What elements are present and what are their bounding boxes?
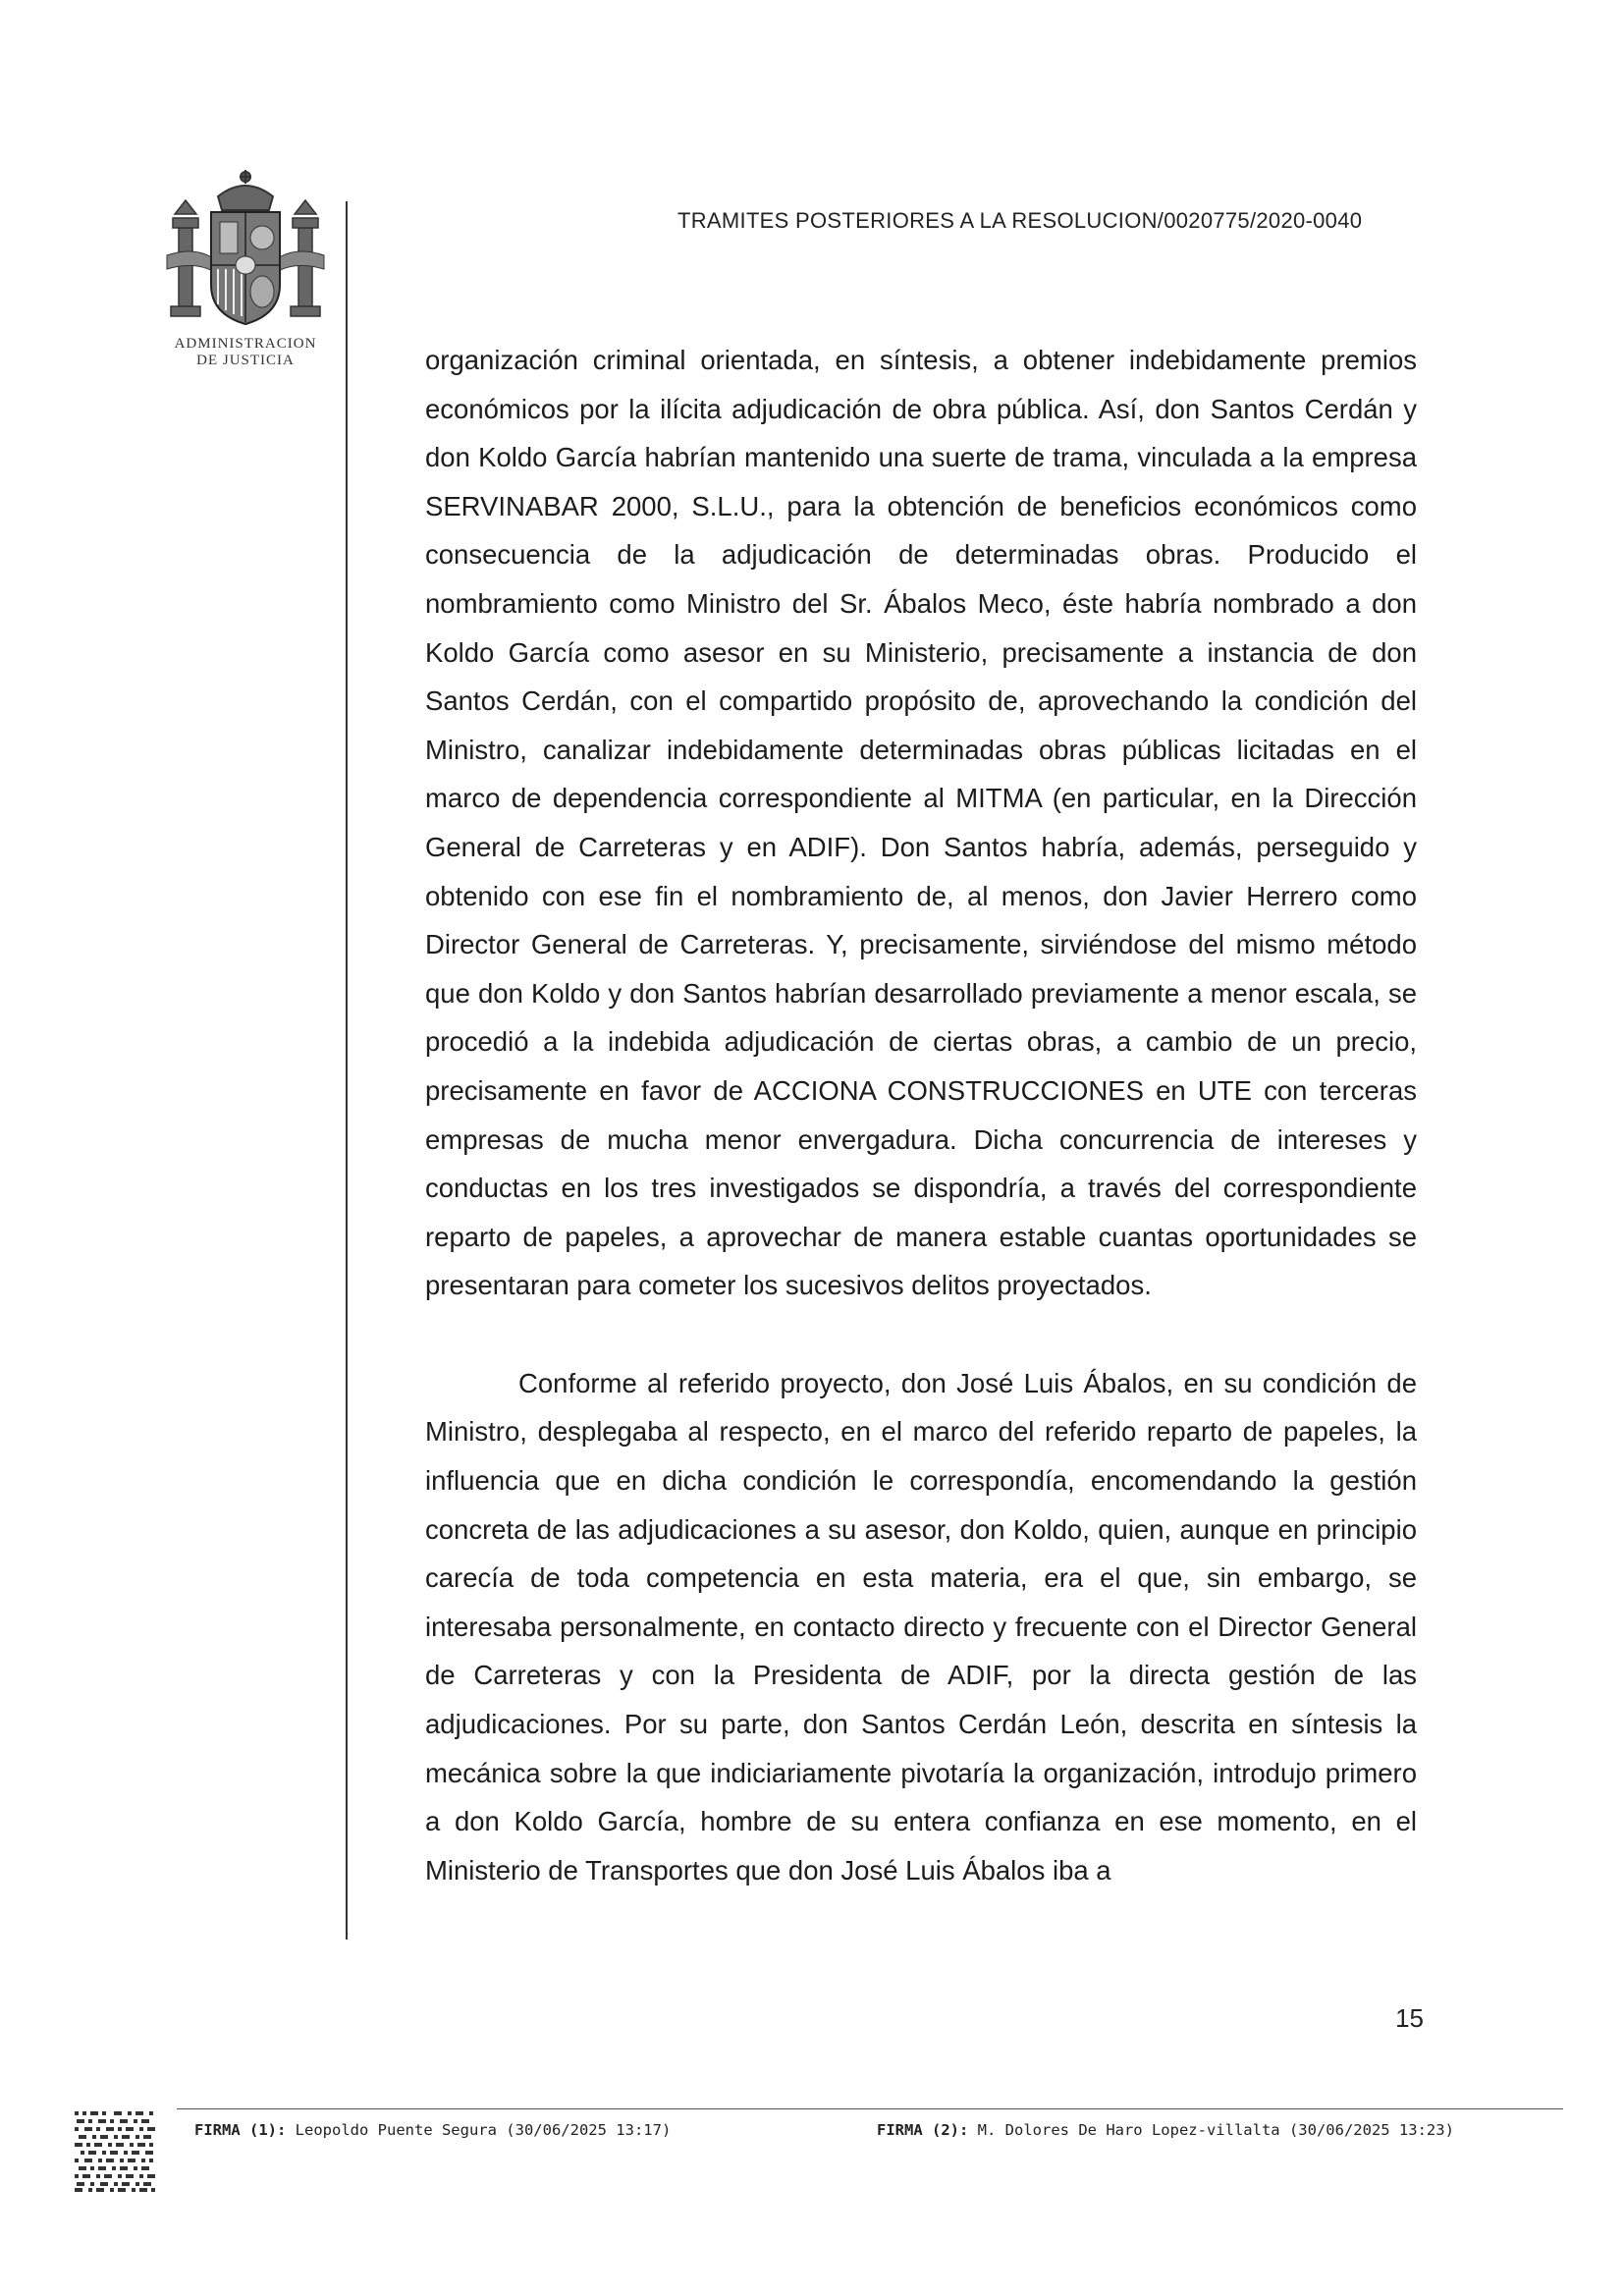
qr-code-icon (73, 2109, 157, 2194)
page-number: 15 (1395, 2003, 1424, 2033)
signature-2-value: M. Dolores De Haro Lopez-villalta (30/06/2025 13:23) (977, 2121, 1454, 2139)
document-reference: TRAMITES POSTERIORES A LA RESOLUCION/0020775/2020-0040 (677, 208, 1363, 233)
document-body (425, 336, 1417, 1894)
signature-1 (194, 2121, 671, 2139)
signature-1-value: Leopoldo Puente Segura (30/06/2025 13:17) (295, 2121, 672, 2139)
footer-divider (177, 2108, 1563, 2109)
coat-of-arms-icon (157, 167, 334, 334)
margin-rule (346, 201, 348, 1940)
signature-1-label: FIRMA (1): (194, 2121, 287, 2139)
coat-of-arms-logo (157, 167, 334, 378)
body-paragraph-2: Conforme al referido proyecto, don José Luis Ábalos, en su condición de Ministro, desplegaba al respecto, en el marco del referido reparto de papeles, la influencia que en dicha condición le correspondía, encomendando la gestión concreta de las adjudicaciones a su asesor, don Koldo, quien, aunque en principio carecía de toda competencia en esta materia, era el que, sin embargo, se interesaba personalmente, en contacto directo y frecuente con el Director General de Carreteras y con la Presidenta de ADIF, por la directa gestión de las adjudicaciones. Por su parte, don Santos Cerdán León, descrita en síntesis la mecánica sobre la que indiciariamente pivotaría la organización, introdujo primero a don Koldo García, hombre de su entera confianza en ese momento, en el Ministerio de Transportes que don José Luis Ábalos iba a (425, 1367, 1417, 1886)
logo-caption (157, 336, 334, 369)
signature-2 (877, 2121, 1454, 2139)
body-paragraph-1: organización criminal orientada, en síntesis, a obtener indebidamente premios económicos por la ilícita adjudicación de obra pública. Así, don Santos Cerdán y don Koldo García habrían mantenido una suerte de trama, vinculada a la empresa SERVINABAR 2000, S.L.U., para la obtención de beneficios económicos como consecuencia de la adjudicación de determinadas obras. Producido el nombramiento como Ministro del Sr. Ábalos Meco, éste habría nombrado a don Koldo García como asesor en su Ministerio, precisamente a instancia de don Santos Cerdán, con el compartido propósito de, aprovechando la condición del Ministro, canalizar indebidamente determinadas obras públicas licitadas en el marco de dependencia correspondiente al MITMA (en particular, en la Dirección General de Carreteras y en ADIF). Don Santos habría, además, perseguido y obtenido con ese fin el nombramiento de, al menos, don Javier Herrero como Director General de Carreteras. Y, precisamente, sirviéndose del mismo método que don Koldo y don Santos habrían desarrollado previamente a menor escala, se procedió a la indebida adjudicación de ciertas obras, a cambio de un precio, precisamente en favor de ACCIONA CONSTRUCCIONES en UTE con terceras empresas de mucha menor envergadura. Dicha concurrencia de intereses y conductas en los tres investigados se dispondría, a través del correspondiente reparto de papeles, a aprovechar de manera estable cuantas oportunidades se presentaran para cometer los sucesivos delitos proyectados. (425, 345, 1417, 1301)
signature-2-label: FIRMA (2): (877, 2121, 969, 2139)
logo-caption-line2: DE JUSTICIA (196, 353, 295, 368)
logo-caption-line1: ADMINISTRACION (174, 336, 317, 352)
